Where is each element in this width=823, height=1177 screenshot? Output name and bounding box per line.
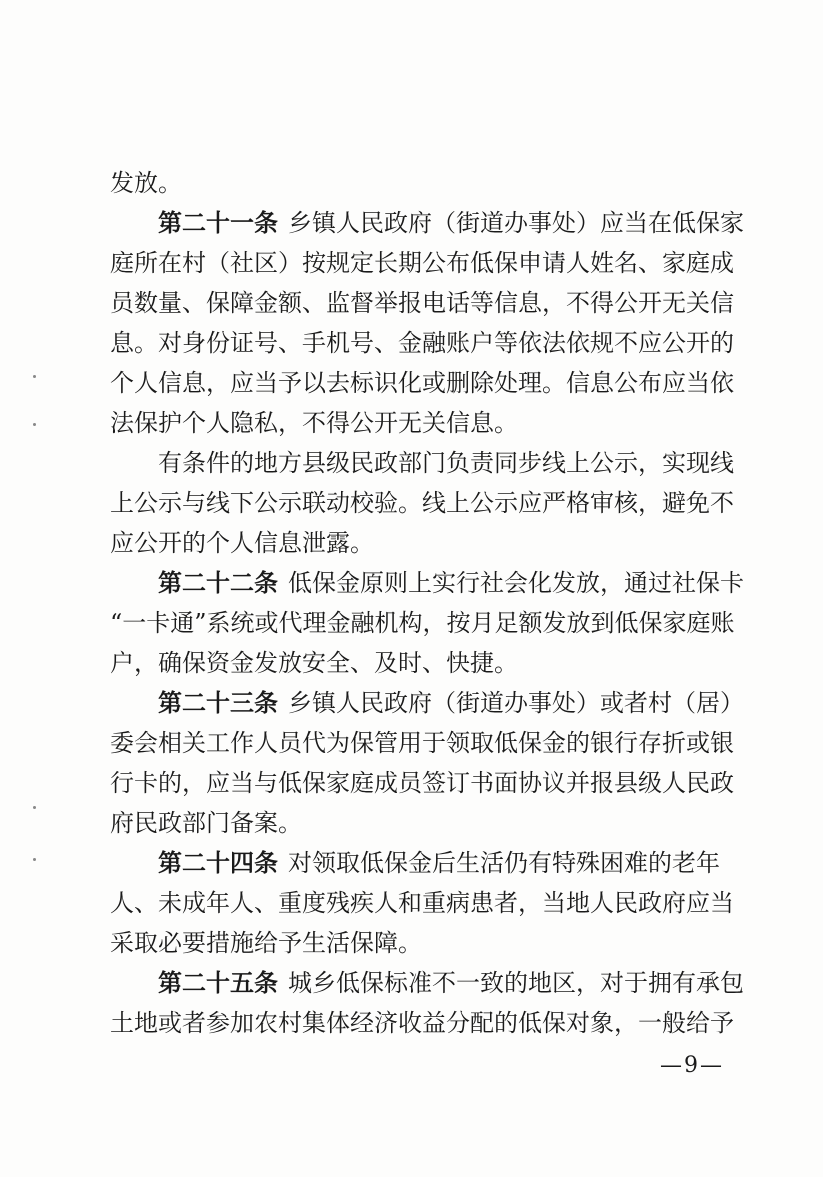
text-line-10 [110,528,720,558]
article-heading-25: 第二十五条 [158,968,278,997]
line-text: 乡镇人民政府（街道办事处）或者村（居） [288,689,744,717]
text-line-16 [110,768,734,798]
text-line-11 [158,568,744,598]
line-text: 低保金原则上实行社会化发放，通过社保卡 [288,569,744,597]
line-text: 应公开的个人信息泄露。 [110,529,374,557]
text-line-6 [110,368,734,398]
text-line-5 [110,328,734,358]
line-text: 上公示与线下公示联动校验。线上公示应严格审核，避免不 [110,489,734,517]
text-line-15 [110,728,734,758]
text-line-9 [110,488,734,518]
text-line-4 [110,288,734,318]
article-heading-22: 第二十二条 [158,568,278,597]
text-line-19 [110,888,734,918]
line-text: 有条件的地方县级民政部门负责同步线上公示，实现线 [158,449,734,477]
text-line-13 [110,648,720,678]
article-heading-23: 第二十三条 [158,688,278,717]
text-line-12 [110,608,735,638]
line-text: 发放。 [110,169,182,197]
text-line-17 [110,808,720,838]
text-line-20 [110,928,720,958]
line-text: 户，确保资金发放安全、及时、快捷。 [110,649,518,677]
line-text: 息。对身份证号、手机号、金融账户等依法依规不应公开的 [110,329,734,357]
line-text: 人、未成年人、重度残疾人和重病患者，当地人民政府应当 [110,889,734,917]
page-number-dash-right: — [700,1053,722,1078]
line-text: 对领取低保金后生活仍有特殊困难的老年 [288,849,720,877]
text-line-22 [110,1008,734,1038]
line-text: 采取必要措施给予生活保障。 [110,929,422,957]
line-text: 土地或者参加农村集体经济收益分配的低保对象，一般给予 [110,1009,734,1037]
line-text: 城乡低保标准不一致的地区，对于拥有承包 [288,969,744,997]
text-line-8 [158,448,734,478]
text-line-14 [158,688,744,718]
line-text: 庭所在村（社区）按规定长期公布低保申请人姓名、家庭成 [110,249,734,277]
scan-speck-mark [33,858,36,861]
page-number-value: 9 [684,1053,698,1078]
text-line-18 [158,848,720,878]
line-text: 法保护个人隐私，不得公开无关信息。 [110,409,518,437]
line-text: “一卡通”系统或代理金融机构，按月足额发放到低保家庭账 [110,609,735,637]
article-heading-21: 第二十一条 [158,208,278,237]
line-text: 委会相关工作人员代为保管用于领取低保金的银行存折或银 [110,729,734,757]
page-number [660,1052,722,1080]
scan-speck-mark [33,423,36,426]
line-text: 员数量、保障金额、监督举报电话等信息，不得公开无关信 [110,289,734,317]
line-text: 乡镇人民政府（街道办事处）应当在低保家 [288,209,744,237]
text-line-21 [158,968,744,998]
text-line-2 [158,208,744,238]
scan-speck-mark [33,375,36,378]
text-line-3 [110,248,734,278]
scan-speck-mark [33,806,36,809]
line-text: 行卡的，应当与低保家庭成员签订书面协议并报县级人民政 [110,769,734,797]
article-heading-24: 第二十四条 [158,848,278,877]
text-line-7 [110,408,720,438]
text-line-1 [110,168,720,198]
page-number-dash-left: — [660,1053,682,1078]
line-text: 个人信息，应当予以去标识化或删除处理。信息公布应当依 [110,369,734,397]
line-text: 府民政部门备案。 [110,809,302,837]
